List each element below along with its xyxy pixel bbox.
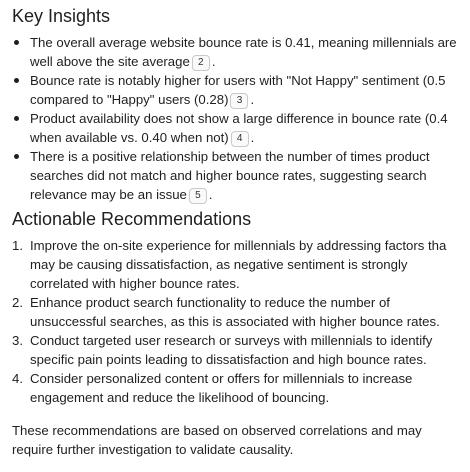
recommendation-line: Enhance product search functionality to reduce the number of	[30, 295, 390, 310]
insight-item	[12, 71, 470, 109]
recommendation-item	[12, 369, 470, 407]
bullet-dot	[14, 154, 19, 159]
insight-line: Product availability does not show a large difference in bounce rate (0.4	[30, 111, 448, 126]
recommendation-number: 3.	[12, 333, 23, 348]
recommendation-line: unsuccessful searches, as this is associated with higher bounce rates.	[30, 314, 440, 329]
insight-line-with-citation	[30, 90, 470, 109]
insight-line: There is a positive relationship between the number of times product	[30, 149, 430, 164]
insight-text: well above the site average	[30, 54, 190, 69]
insight-text: relevance may be an issue	[30, 187, 187, 202]
recommendation-item	[12, 331, 470, 369]
insight-line: searches did not match and higher bounce rates, suggesting search	[30, 168, 427, 183]
insight-period: .	[211, 54, 216, 69]
recommendation-number: 2.	[12, 295, 23, 310]
recommendation-number: 4.	[12, 371, 23, 386]
bullet-dot	[14, 116, 19, 121]
insight-period: .	[208, 187, 213, 202]
report-content	[12, 5, 470, 459]
citation-badge[interactable]: 5	[189, 188, 207, 204]
recommendation-item	[12, 236, 470, 293]
recommendations-heading: Actionable Recommendations	[12, 209, 252, 229]
recommendation-line: correlated with higher bounce rates.	[30, 276, 240, 291]
citation-badge[interactable]: 3	[230, 93, 248, 109]
citation-badge[interactable]: 4	[231, 131, 249, 147]
bullet-dot	[14, 78, 19, 83]
recommendation-line: Improve the on-site experience for millennials by addressing factors tha	[30, 238, 447, 253]
recommendation-line: Consider personalized content or offers for millennials to increase	[30, 371, 413, 386]
insight-period: .	[250, 130, 255, 145]
bullet-dot	[14, 40, 19, 45]
closing-note	[12, 421, 470, 459]
closing-note-line: require further investigation to validate causality.	[12, 442, 294, 457]
key-insights-heading: Key Insights	[12, 6, 111, 26]
closing-note-line: These recommendations are based on observed correlations and may	[12, 423, 422, 438]
recommendation-line: engagement and reduce the likelihood of bouncing.	[30, 390, 330, 405]
insight-line-with-citation	[30, 185, 470, 204]
recommendation-line: may be causing dissatisfaction, as negative sentiment is strongly	[30, 257, 408, 272]
insight-line-with-citation	[30, 128, 470, 147]
recommendation-number: 1.	[12, 238, 23, 253]
recommendation-line: specific pain points leading to dissatisfaction and high bounce rates.	[30, 352, 427, 367]
insight-item	[12, 147, 470, 204]
citation-badge[interactable]: 2	[192, 55, 210, 71]
recommendation-item	[12, 293, 470, 331]
insight-line-with-citation	[30, 52, 470, 71]
recommendation-line: Conduct targeted user research or surveys with millennials to identify	[30, 333, 433, 348]
insight-period: .	[250, 92, 255, 107]
insight-text: compared to "Happy" users (0.28)	[30, 92, 229, 107]
insight-line: Bounce rate is notably higher for users with "Not Happy" sentiment (0.5	[30, 73, 446, 88]
insight-line: The overall average website bounce rate is 0.41, meaning millennials are	[30, 35, 457, 50]
recommendations-list	[12, 236, 470, 407]
insights-list	[12, 33, 470, 204]
insight-item	[12, 109, 470, 147]
insight-item	[12, 33, 470, 71]
insight-text: when available vs. 0.40 when not)	[30, 130, 229, 145]
